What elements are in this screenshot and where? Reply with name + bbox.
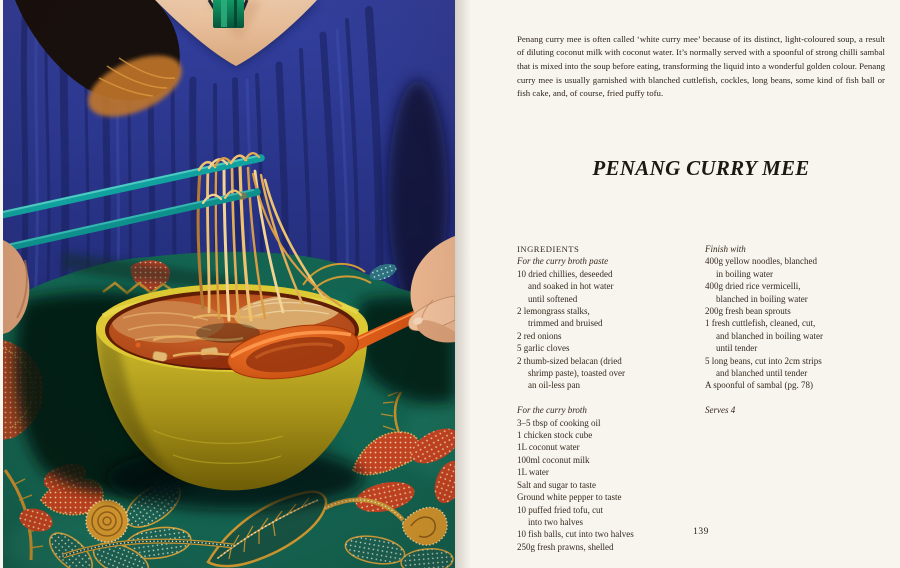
ingredient-line: blanched in boiling water (716, 293, 808, 304)
ingredient-line: Serves 4 (705, 405, 736, 416)
ingredient-line: 2 thumb-sized belacan (dried (517, 355, 622, 366)
photo-vignette (3, 0, 455, 568)
ingredients-list-left (517, 255, 701, 553)
recipe-intro-paragraph: Penang curry mee is often called ‘white curry mee’ because of its distinct, light-coloured soup, a result of diluting coconut milk with coconut water. It’s normally served with a spoonful of strong chilli sambal that is mixed into the soup before eating, transforming the liquid into a wonderful golden colour. Penang curry mee is usually garnished with blanched cuttlefish, cockles, long beans, some kind of fish ball or fish cake, and, of course, fried puffy tofu. (517, 33, 885, 99)
ingredient-line: and soaked in hot water (528, 281, 614, 292)
ingredient-line: 400g yellow noodles, blanched (705, 256, 817, 267)
ingredient-line: and blanched in boiling water (716, 330, 823, 341)
ingredient-line: and blanched until tender (716, 368, 808, 379)
ingredient-line: until softened (528, 293, 578, 304)
ingredient-line: 10 fish balls, cut into two halves (517, 529, 634, 540)
ingredient-line: 100ml coconut milk (517, 454, 590, 465)
ingredients-list-right (705, 243, 891, 417)
ingredient-line: 5 long beans, cut into 2cm strips (705, 355, 822, 366)
ingredient-line: 2 lemongrass stalks, (517, 306, 590, 317)
page-number: 139 (693, 527, 709, 537)
ingredient-line: Finish with (705, 244, 746, 254)
photo-penang-curry-mee (3, 0, 455, 568)
ingredient-line: shrimp paste), toasted over (528, 368, 625, 379)
ingredient-line: For the curry broth paste (517, 256, 609, 267)
ingredient-line: into two halves (528, 516, 583, 527)
ingredient-line: 1 fresh cuttlefish, cleaned, cut, (705, 318, 816, 329)
ingredient-line: 400g dried rice vermicelli, (705, 281, 801, 292)
ingredient-line: trimmed and bruised (528, 318, 603, 329)
ingredient-line: 3–5 tbsp of cooking oil (517, 417, 601, 428)
ingredient-line: 10 puffed fried tofu, cut (517, 504, 604, 515)
ingredient-line: Ground white pepper to taste (517, 492, 622, 503)
ingredient-line: 10 dried chillies, deseeded (517, 268, 613, 279)
recipe-title: PENANG CURRY MEE (592, 156, 810, 181)
ingredient-line: 2 red onions (517, 330, 562, 341)
ingredient-line: an oil-less pan (528, 380, 580, 391)
ingredient-line: Salt and sugar to taste (517, 479, 596, 490)
photo-illustration (3, 0, 455, 568)
ingredient-line: 1L coconut water (517, 442, 580, 453)
ingredient-line: 200g fresh bean sprouts (705, 306, 791, 317)
ingredient-line: A spoonful of sambal (pg. 78) (705, 380, 813, 391)
ingredient-line: For the curry broth (517, 405, 587, 416)
ingredients-column-left (517, 243, 701, 553)
ingredient-line: 1L water (517, 467, 549, 478)
ingredient-gap (517, 392, 701, 404)
ingredient-line: 250g fresh prawns, shelled (517, 541, 614, 552)
ingredient-line: until tender (716, 343, 758, 354)
ingredient-gap (705, 392, 891, 404)
page-gutter-shadow (455, 0, 471, 568)
ingredient-line: 1 chicken stock cube (517, 430, 593, 441)
ingredient-line: 5 garlic cloves (517, 343, 570, 354)
ingredients-heading: INGREDIENTS (517, 244, 580, 254)
ingredients-column-right (705, 243, 891, 417)
ingredient-line: in boiling water (716, 268, 773, 279)
